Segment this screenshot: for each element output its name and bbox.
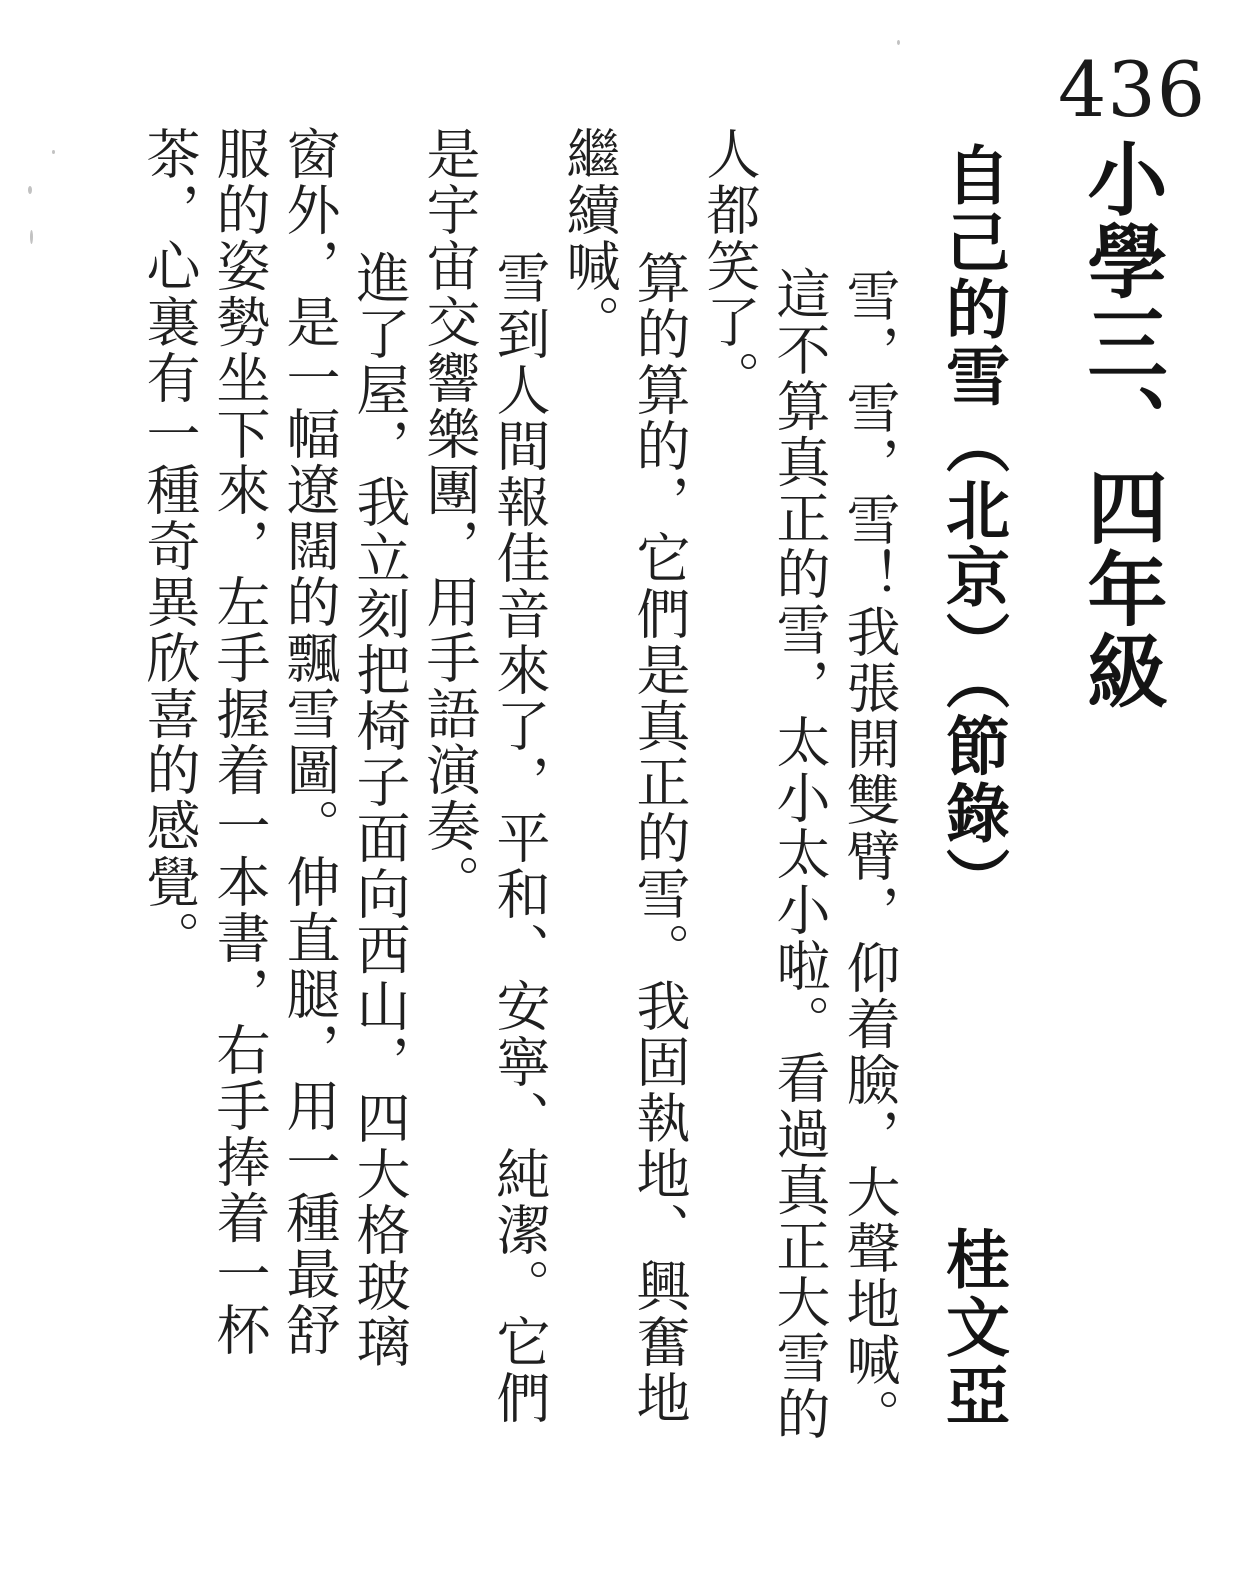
section-title: 小學三、四年級 <box>1074 138 1167 712</box>
body-line-1: 雪，雪，雪！我張開雙臂，仰着臉，大聲地喊。 <box>838 212 901 1444</box>
body-line-5: 繼續喊。 <box>558 126 621 350</box>
body-line-8: 進了屋，我立刻把椅子面向西山，四大格玻璃 <box>348 194 411 1370</box>
body-line-2: 這不算真正的雪，太小太小啦。看過真正大雪的 <box>768 266 831 1442</box>
author-name: 桂文亞 <box>935 1226 1009 1430</box>
body-line-11: 茶，心裏有一種奇異欣喜的感覺。 <box>138 126 201 966</box>
body-line-3: 人都笑了。 <box>698 126 761 406</box>
body-line-10: 服的姿勢坐下來，左手握着一本書，右手捧着一杯 <box>208 126 271 1358</box>
scan-speck <box>28 186 32 194</box>
body-line-7: 是宇宙交響樂團，用手語演奏。 <box>418 126 481 910</box>
page-number: 436 <box>1058 45 1207 134</box>
body-line-4: 算的算的，它們是真正的雪。我固執地、興奮地 <box>628 194 691 1426</box>
body-line-6: 雪到人間報佳音來了，平和、安寧、純潔。它們 <box>488 194 551 1426</box>
scan-speck <box>30 230 33 244</box>
article-title: 自己的雪（北京）（節錄） <box>935 142 1009 914</box>
body-line-9: 窗外，是一幅遼闊的飄雪圖。伸直腿，用一種最舒 <box>278 126 341 1358</box>
scan-speck <box>897 40 900 45</box>
scan-speck <box>52 150 55 154</box>
